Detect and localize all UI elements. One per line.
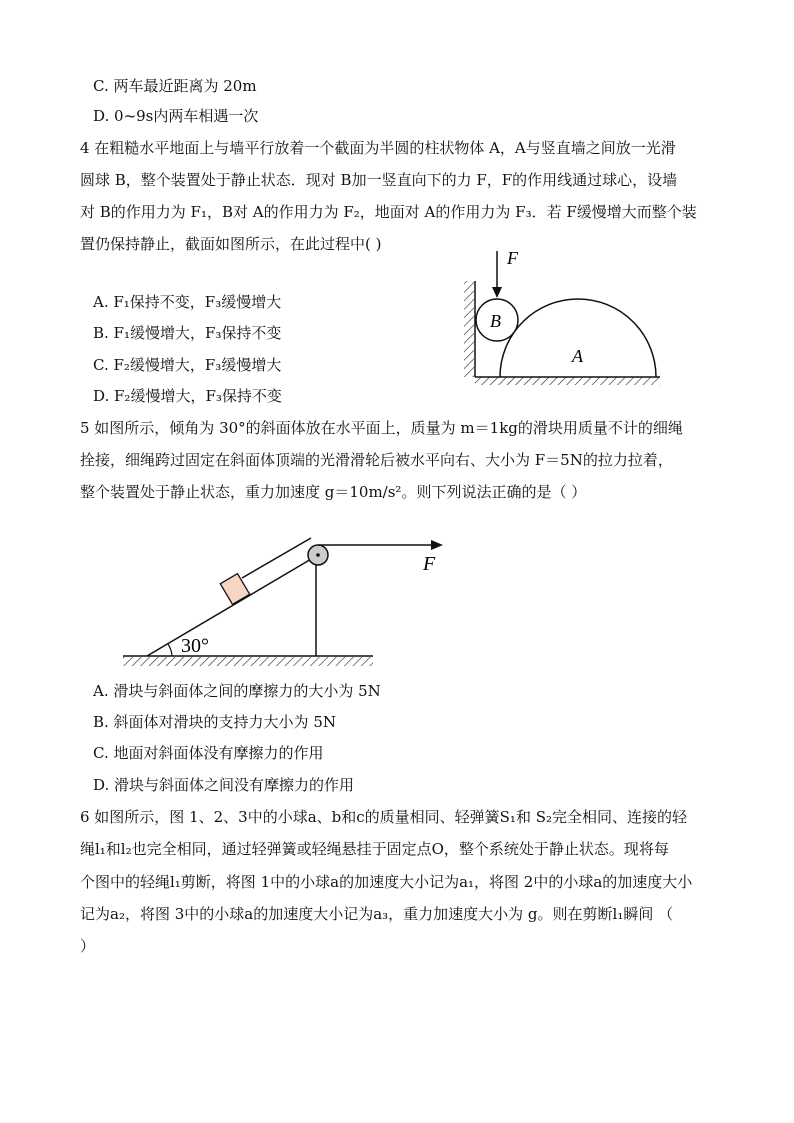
label-f: F <box>423 553 436 575</box>
q5-option-b: B. 斜面体对滑块的支持力大小为 5N <box>93 713 336 731</box>
q6-stem-line-3: 个图中的轻绳l₁剪断，将图 1中的小球a的加速度大小记为a₁，将图 2中的小球a的加速度大小 <box>80 873 693 891</box>
q4-stem-line-3: 对 B的作用力为 F₁，B对 A的作用力为 F₂，地面对 A的作用力为 F₃．若 F缓慢增大而整个装 <box>80 203 697 221</box>
incline-surface <box>147 555 318 656</box>
q5-option-a: A. 滑块与斜面体之间的摩擦力的大小为 5N <box>93 682 381 700</box>
q4-option-c: C. F₂缓慢增大，F₃缓慢增大 <box>93 356 282 374</box>
pulley-axle <box>316 553 320 557</box>
wall-hatch <box>464 281 474 377</box>
angle-arc <box>168 644 172 656</box>
q4-figure <box>460 245 670 395</box>
label-b: B <box>490 311 501 331</box>
slider-block <box>220 574 249 605</box>
ground-hatch <box>475 377 660 385</box>
q6-stem-line-2: 绳l₁和l₂也完全相同，通过轻弹簧或轻绳悬挂于固定点O，整个系统处于静止状态。现将每 <box>80 840 669 858</box>
label-a: A <box>572 346 583 366</box>
q4-stem-line-1: 4 在粗糙水平地面上与墙平行放着一个截面为半圆的柱状物体 A，A与竖直墙之间放一光滑 <box>80 139 676 157</box>
force-f-arrowhead <box>492 287 502 298</box>
prev-option-d: D. 0~9s内两车相遇一次 <box>93 107 259 125</box>
q6-stem-line-5: ） <box>80 937 96 955</box>
prev-option-c: C. 两车最近距离为 20m <box>93 77 257 95</box>
q5-stem-line-3: 整个装置处于静止状态，重力加速度 g＝10m/s²。则下列说法正确的是（ ） <box>80 483 587 501</box>
q6-stem-line-4: 记为a₂，将图 3中的小球a的加速度大小记为a₃，重力加速度大小为 g。则在剪断l₁瞬间 （ <box>80 905 674 923</box>
label-angle: 30° <box>181 635 209 657</box>
ground-hatch <box>123 657 373 666</box>
q5-option-d: D. 滑块与斜面体之间没有摩擦力的作用 <box>93 776 355 794</box>
q4-stem-line-2: 圆球 B，整个装置处于静止状态．现对 B加一竖直向下的力 F，F的作用线通过球心，设墙 <box>80 171 678 189</box>
q5-stem-line-1: 5 如图所示，倾角为 30°的斜面体放在水平面上，质量为 m＝1kg的滑块用质量不计的细绳 <box>80 419 683 437</box>
q5-stem-line-2: 拴接，细绳跨过固定在斜面体顶端的光滑滑轮后被水平向右、大小为 F＝5N的拉力拉着， <box>80 451 673 469</box>
rope-along-incline <box>242 538 311 578</box>
q6-stem-line-1: 6 如图所示，图 1、2、3中的小球a、b和c的质量相同、轻弹簧S₁和 S₂完全相同、连接的轻 <box>80 808 688 826</box>
q4-stem-line-4: 置仍保持静止，截面如图所示，在此过程中( ) <box>80 235 382 253</box>
force-f-arrowhead <box>431 540 443 550</box>
label-f: F <box>507 248 518 268</box>
q4-option-d: D. F₂缓慢增大，F₃保持不变 <box>93 387 282 405</box>
q5-figure <box>115 530 455 675</box>
q4-option-b: B. F₁缓慢增大，F₃保持不变 <box>93 324 282 342</box>
q4-option-a: A. F₁保持不变，F₃缓慢增大 <box>93 293 282 311</box>
q5-option-c: C. 地面对斜面体没有摩擦力的作用 <box>93 744 324 762</box>
